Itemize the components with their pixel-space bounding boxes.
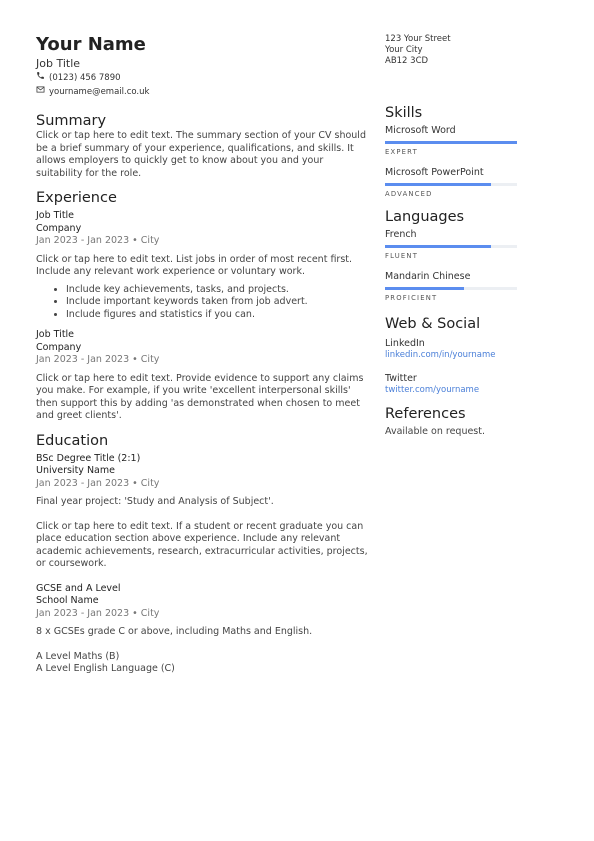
- education-entry: [36, 453, 372, 571]
- social-item: [385, 338, 525, 361]
- sidebar-column: [385, 34, 525, 439]
- skill-item: [385, 167, 525, 199]
- phone-row: [36, 71, 372, 85]
- a-level-line: A Level English Language (C): [36, 663, 175, 674]
- skills-heading: Skills: [385, 105, 423, 121]
- email-row: [36, 85, 372, 99]
- a-level-line: A Level Maths (B): [36, 650, 120, 662]
- job-dates: Jan 2023 - Jan 2023 • City: [36, 235, 160, 246]
- skill-level-label: ADVANCED: [385, 190, 433, 198]
- language-item: [385, 271, 525, 303]
- institution-name: School Name: [36, 595, 99, 606]
- job-entry: [36, 329, 372, 423]
- language-name: French: [385, 229, 417, 240]
- company-name: Company: [36, 222, 82, 234]
- education-description: Click or tap here to edit text. If a student or recent graduate you can place education section above experience. Include any relevant academic achievements, research, extracurricular activities, projects, or coursework.: [36, 520, 368, 569]
- degree-title: BSc Degree Title (2:1): [36, 452, 141, 464]
- degree-title: GCSE and A Level: [36, 582, 121, 594]
- address-line: AB12 3CD: [385, 56, 429, 66]
- candidate-name: Your Name: [36, 34, 146, 55]
- language-level-label: PROFICIENT: [385, 294, 438, 302]
- education-dates: Jan 2023 - Jan 2023 • City: [36, 477, 160, 489]
- language-level-fill: [385, 287, 464, 290]
- linkedin-link[interactable]: linkedin.com/in/yourname: [385, 350, 496, 360]
- language-item: [385, 229, 525, 261]
- address-line: Your City: [385, 45, 423, 55]
- skill-level-fill: [385, 183, 491, 186]
- job-title: Job Title: [36, 329, 75, 340]
- candidate-job-title: Job Title: [36, 57, 81, 70]
- bullet-item: • Include key achievements, tasks, and projects.: [66, 284, 372, 297]
- language-name: Mandarin Chinese: [385, 271, 471, 282]
- address-line: 123 Your Street: [385, 34, 451, 44]
- job-dates: Jan 2023 - Jan 2023 • City: [36, 354, 160, 365]
- language-level-bar: [385, 287, 517, 290]
- references-heading: References: [385, 406, 466, 422]
- bullet-item: • Include important keywords taken from job advert.: [66, 296, 372, 309]
- web-social-heading: Web & Social: [385, 316, 481, 332]
- languages-heading: Languages: [385, 209, 465, 225]
- social-label: Twitter: [385, 373, 417, 384]
- skill-level-bar: [385, 141, 517, 144]
- education-heading: Education: [36, 432, 109, 449]
- institution-name: University Name: [36, 465, 115, 476]
- education-project: Final year project: 'Study and Analysis of Subject'.: [36, 496, 274, 507]
- summary-heading: Summary: [36, 113, 107, 129]
- job-description: Click or tap here to edit text. Provide evidence to support any claims you make. For example, if you write 'excellent interpersonal skills' then support this by adding 'as demonstrated when chosen to meet and greet clients'.: [36, 372, 364, 421]
- skill-level-fill: [385, 141, 517, 144]
- email-address: yourname@email.co.uk: [49, 86, 150, 97]
- social-item: [385, 373, 525, 396]
- phone-icon: [36, 71, 45, 85]
- phone-number: (0123) 456 7890: [49, 72, 121, 83]
- language-level-fill: [385, 245, 491, 248]
- education-dates: Jan 2023 - Jan 2023 • City: [36, 607, 160, 619]
- social-label: LinkedIn: [385, 338, 425, 349]
- skill-name: Microsoft PowerPoint: [385, 167, 484, 178]
- language-level-bar: [385, 245, 517, 248]
- summary-text: Click or tap here to edit text. The summary section of your CV should be a brief summary of your experience, qualifications, and skills. It allows employers to quickly get to know about you and your suitability for the role.: [36, 130, 366, 179]
- skill-level-label: EXPERT: [385, 148, 418, 156]
- language-level-label: FLUENT: [385, 252, 419, 260]
- job-entry: [36, 210, 372, 321]
- education-grades: 8 x GCSEs grade C or above, including Maths and English.: [36, 626, 313, 637]
- skill-level-bar: [385, 183, 517, 186]
- skill-item: [385, 125, 525, 157]
- job-bullets: [36, 284, 372, 322]
- experience-heading: Experience: [36, 190, 117, 206]
- main-column: [36, 34, 372, 676]
- job-title: Job Title: [36, 210, 75, 221]
- bullet-item: • Include figures and statistics if you can.: [66, 309, 372, 322]
- skill-name: Microsoft Word: [385, 125, 456, 136]
- references-text: Available on request.: [385, 426, 486, 437]
- envelope-icon: [36, 85, 45, 99]
- job-description: Click or tap here to edit text. List jobs in order of most recent first. Include any relevant work experience or voluntary work.: [36, 253, 353, 277]
- twitter-link[interactable]: twitter.com/yourname: [385, 385, 480, 395]
- education-entry: [36, 583, 372, 676]
- company-name: Company: [36, 341, 82, 353]
